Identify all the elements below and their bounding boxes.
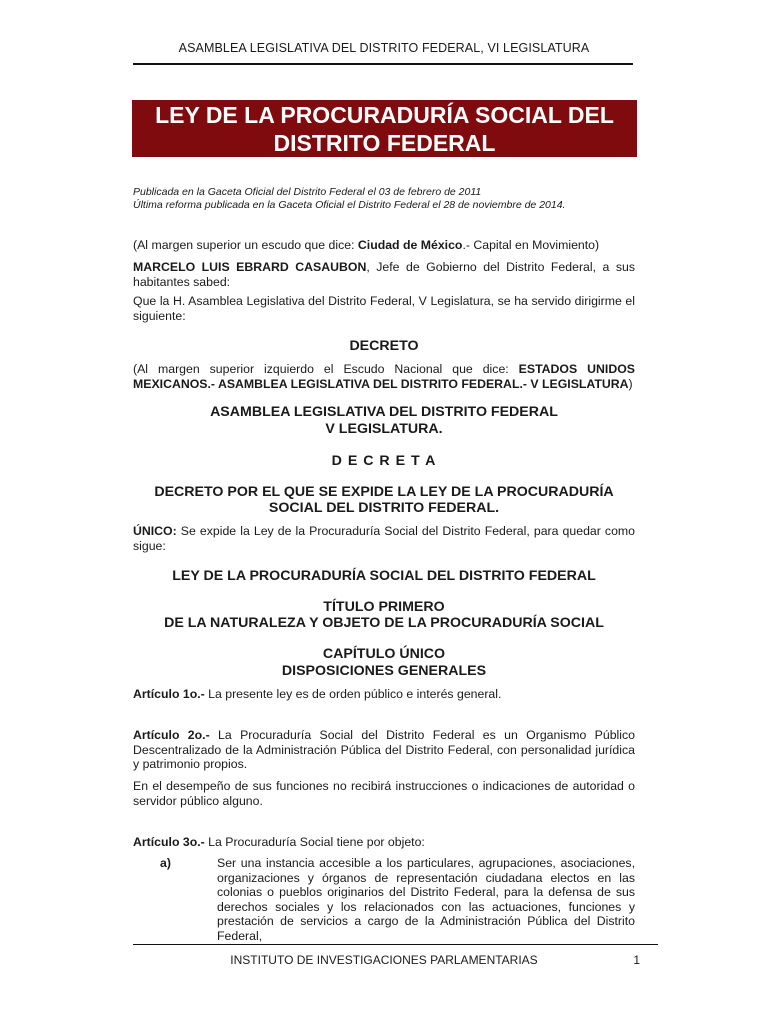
footer-institute: INSTITUTO DE INVESTIGACIONES PARLAMENTARIAS — [230, 953, 538, 967]
asamblea-heading-1: ASAMBLEA LEGISLATIVA DEL DISTRITO FEDERAL — [210, 404, 558, 420]
footer-rule — [133, 944, 658, 945]
escudo-nacional-prefix: (Al margen superior izquierdo el Escudo Nacional que dice: — [133, 362, 519, 376]
titulo-primero: TÍTULO PRIMERO — [323, 599, 445, 615]
decreto-heading: DECRETO — [349, 338, 419, 354]
title-line-2: DISTRITO FEDERAL — [273, 129, 496, 156]
capitulo-unico: CAPÍTULO ÚNICO — [322, 646, 446, 662]
capitulo-subtitle: DISPOSICIONES GENERALES — [281, 663, 487, 679]
decree-title-1: DECRETO POR EL QUE SE EXPIDE LA LEY DE LA PROCURADURÍA — [154, 484, 614, 500]
escudo-nacional-bold: ESTADOS UNIDOS MEXICANOS.- ASAMBLEA LEGISLATIVA DEL DISTRITO FEDERAL.- V LEGISLATURA — [133, 362, 635, 391]
decree-title-2: SOCIAL DEL DISTRITO FEDERAL. — [268, 500, 500, 516]
article-1 — [133, 687, 635, 702]
article-2-paragraph-2: En el desempeño de sus funciones no recibirá instrucciones o indicaciones de autoridad o servidor público alguno. — [133, 779, 635, 808]
article-2-text: La Procuraduría Social del Distrito Federal es un Organismo Público Descentralizado de la Administración Pública del Distrito Federal, con personalidad jurídica y patrimonio propios. — [133, 728, 636, 771]
article-1-text: La presente ley es de orden público e interés general. — [204, 687, 502, 701]
unico-paragraph — [133, 524, 635, 553]
article-3-text: La Procuraduría Social tiene por objeto: — [204, 835, 425, 849]
escudo-city: Ciudad de México — [357, 238, 463, 252]
escudo-prefix: (Al margen superior un escudo que dice: — [133, 238, 358, 252]
publication-note: Publicada en la Gaceta Oficial del Distrito Federal el 03 de febrero de 2011 — [133, 186, 482, 198]
article-2-label: Artículo 2o.- — [133, 728, 210, 742]
escudo-nacional-suffix: ) — [628, 376, 633, 391]
running-header: ASAMBLEA LEGISLATIVA DEL DISTRITO FEDERAL, VI LEGISLATURA — [178, 41, 590, 55]
page-number: 1 — [633, 953, 640, 967]
unico-label: ÚNICO: — [133, 524, 177, 538]
chief-paragraph — [133, 260, 635, 289]
list-item-marker: a) — [160, 856, 171, 870]
unico-text: Se expide la Ley de la Procuraduría Social del Distrito Federal, para quedar como sigue: — [133, 524, 635, 553]
article-3-label: Artículo 3o.- — [133, 835, 205, 849]
escudo-nacional-note — [133, 362, 635, 391]
chief-rest: , Jefe de Gobierno del Distrito Federal, a sus habitantes sabed: — [133, 260, 635, 289]
titulo-subtitle: DE LA NATURALEZA Y OBJETO DE LA PROCURADURÍA SOCIAL — [164, 615, 604, 631]
escudo-note — [133, 238, 635, 253]
asamblea-paragraph: Que la H. Asamblea Legislativa del Distrito Federal, V Legislatura, se ha servido dirigirme el siguiente: — [133, 294, 635, 323]
law-title: LEY DE LA PROCURADURÍA SOCIAL DEL DISTRITO FEDERAL — [172, 568, 596, 584]
list-item-text: Ser una instancia accesible a los particulares, agrupaciones, asociaciones, organizaciones y órganos de representación ciudadana electos en las colonias o pueblos originarios del Distrito Federal, para la defensa de sus derechos sociales y los relacionados con las actuaciones, funciones y prestación de servicios a cargo de la Administración Pública del Distrito Federal, — [217, 856, 635, 943]
article-3 — [133, 835, 635, 850]
document-title — [132, 100, 637, 157]
article-2 — [133, 728, 635, 772]
header-rule — [133, 63, 633, 65]
asamblea-heading-2: V LEGISLATURA. — [325, 421, 443, 437]
escudo-suffix: .- Capital en Movimiento) — [462, 238, 600, 252]
last-reform-note: Última reforma publicada en la Gaceta Oficial el Distrito Federal el 28 de noviembre de 2014. — [133, 199, 566, 211]
decreta-heading: D E C R E T A — [331, 453, 437, 469]
article-1-label: Artículo 1o.- — [133, 687, 205, 701]
chief-name: MARCELO LUIS EBRARD CASAUBON — [133, 260, 367, 274]
title-line-1: LEY DE LA PROCURADURÍA SOCIAL DEL — [155, 101, 614, 128]
